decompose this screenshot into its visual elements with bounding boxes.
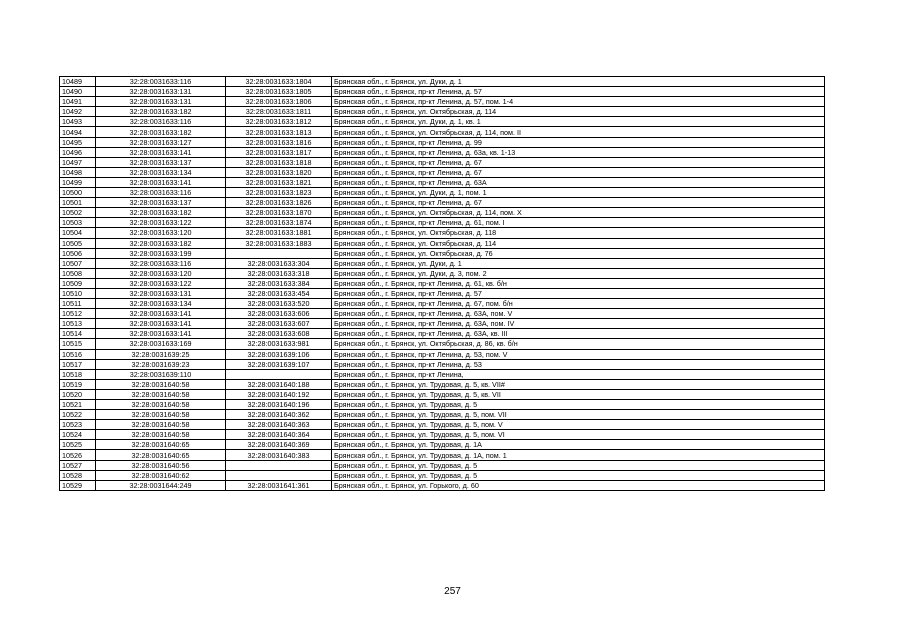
parcel-number-cell: 32:28:0031633:141 [96,319,226,329]
address-cell: Брянская обл., г. Брянск, ул. Октябрьская, д. 114 [332,107,825,117]
parcel-number-cell: 32:28:0031640:58 [96,410,226,420]
address-cell: Брянская обл., г. Брянск, пр-кт Ленина, д. 63А, пом. IV [332,319,825,329]
address-cell: Брянская обл., г. Брянск, ул. Трудовая, д. 5, пом. VII [332,410,825,420]
row-number-cell: 10500 [60,188,96,198]
table-row [60,127,825,137]
parcel-number-cell: 32:28:0031640:62 [96,470,226,480]
object-number-cell: 32:28:0031633:454 [226,288,332,298]
table-row [60,87,825,97]
row-number-cell: 10522 [60,410,96,420]
table-row [60,107,825,117]
address-cell: Брянская обл., г. Брянск, ул. Трудовая, д. 5 [332,470,825,480]
row-number-cell: 10498 [60,167,96,177]
row-number-cell: 10512 [60,309,96,319]
parcel-number-cell: 32:28:0031640:58 [96,430,226,440]
object-number-cell: 32:28:0031639:107 [226,359,332,369]
object-number-cell: 32:28:0031633:520 [226,299,332,309]
object-number-cell [226,369,332,379]
row-number-cell: 10506 [60,248,96,258]
address-cell: Брянская обл., г. Брянск, пр-кт Ленина, д. 67, пом. б/н [332,299,825,309]
object-number-cell: 32:28:0031633:1823 [226,188,332,198]
parcel-number-cell: 32:28:0031640:58 [96,389,226,399]
parcel-number-cell: 32:28:0031633:141 [96,177,226,187]
row-number-cell: 10515 [60,339,96,349]
row-number-cell: 10524 [60,430,96,440]
row-number-cell: 10529 [60,480,96,490]
table-row [60,97,825,107]
table-row [60,77,825,87]
object-number-cell: 32:28:0031633:1870 [226,208,332,218]
row-number-cell: 10527 [60,460,96,470]
object-number-cell [226,470,332,480]
address-cell: Брянская обл., г. Брянск, ул. Трудовая, д. 5, кв. VII# [332,379,825,389]
table-row [60,309,825,319]
parcel-number-cell: 32:28:0031640:58 [96,400,226,410]
object-number-cell: 32:28:0031633:384 [226,278,332,288]
object-number-cell: 32:28:0031640:363 [226,420,332,430]
address-cell: Брянская обл., г. Брянск, пр-кт Ленина, д. 57, пом. 1-4 [332,97,825,107]
parcel-number-cell: 32:28:0031640:65 [96,440,226,450]
table-row [60,359,825,369]
object-number-cell [226,248,332,258]
object-number-cell: 32:28:0031633:1806 [226,97,332,107]
table-row [60,480,825,490]
table-row [60,218,825,228]
parcel-number-cell: 32:28:0031633:116 [96,258,226,268]
object-number-cell: 32:28:0031633:1813 [226,127,332,137]
object-number-cell: 32:28:0031640:196 [226,400,332,410]
object-number-cell [226,460,332,470]
parcel-number-cell: 32:28:0031633:182 [96,127,226,137]
object-number-cell: 32:28:0031640:369 [226,440,332,450]
object-number-cell: 32:28:0031633:318 [226,268,332,278]
object-number-cell: 32:28:0031633:1804 [226,77,332,87]
address-cell: Брянская обл., г. Брянск, ул. Октябрьская, д. 76 [332,248,825,258]
address-cell: Брянская обл., г. Брянск, ул. Дуки, д. 1, кв. 1 [332,117,825,127]
table-row [60,208,825,218]
parcel-number-cell: 32:28:0031633:116 [96,188,226,198]
address-cell: Брянская обл., г. Брянск, пр-кт Ленина, д. 99 [332,137,825,147]
row-number-cell: 10514 [60,329,96,339]
address-cell: Брянская обл., г. Брянск, пр-кт Ленина, д. 67 [332,167,825,177]
row-number-cell: 10491 [60,97,96,107]
parcel-number-cell: 32:28:0031633:199 [96,248,226,258]
parcel-number-cell: 32:28:0031639:110 [96,369,226,379]
row-number-cell: 10518 [60,369,96,379]
table-row [60,440,825,450]
object-number-cell: 32:28:0031633:1881 [226,228,332,238]
object-number-cell: 32:28:0031633:1820 [226,167,332,177]
address-cell: Брянская обл., г. Брянск, ул. Октябрьская, д. 118 [332,228,825,238]
parcel-number-cell: 32:28:0031633:131 [96,87,226,97]
table-row [60,137,825,147]
object-number-cell: 32:28:0031633:304 [226,258,332,268]
parcel-number-cell: 32:28:0031633:182 [96,208,226,218]
row-number-cell: 10497 [60,157,96,167]
row-number-cell: 10511 [60,299,96,309]
table-row [60,369,825,379]
table-row [60,167,825,177]
address-cell: Брянская обл., г. Брянск, пр-кт Ленина, д. 63А, кв. III [332,329,825,339]
table-row [60,470,825,480]
object-number-cell: 32:28:0031633:1826 [226,198,332,208]
table-row [60,177,825,187]
row-number-cell: 10517 [60,359,96,369]
table-row [60,278,825,288]
table-row [60,117,825,127]
address-cell: Брянская обл., г. Брянск, ул. Октябрьская, д. 114, пом. X [332,208,825,218]
object-number-cell: 32:28:0031633:1816 [226,137,332,147]
address-cell: Брянская обл., г. Брянск, ул. Дуки, д. 3, пом. 2 [332,268,825,278]
registry-table [59,76,825,491]
row-number-cell: 10501 [60,198,96,208]
parcel-number-cell: 32:28:0031640:58 [96,379,226,389]
row-number-cell: 10509 [60,278,96,288]
parcel-number-cell: 32:28:0031633:116 [96,77,226,87]
row-number-cell: 10502 [60,208,96,218]
table-row [60,410,825,420]
table-row [60,268,825,278]
row-number-cell: 10494 [60,127,96,137]
address-cell: Брянская обл., г. Брянск, пр-кт Ленина, д. 57 [332,87,825,97]
parcel-number-cell: 32:28:0031633:137 [96,157,226,167]
address-cell: Брянская обл., г. Брянск, ул. Трудовая, д. 5, пом. VI [332,430,825,440]
address-cell: Брянская обл., г. Брянск, ул. Дуки, д. 1 [332,77,825,87]
object-number-cell: 32:28:0031633:1817 [226,147,332,157]
table-row [60,157,825,167]
table-row [60,238,825,248]
row-number-cell: 10523 [60,420,96,430]
address-cell: Брянская обл., г. Брянск, пр-кт Ленина, д. 63а, кв. 1-13 [332,147,825,157]
parcel-number-cell: 32:28:0031633:134 [96,299,226,309]
parcel-number-cell: 32:28:0031633:169 [96,339,226,349]
row-number-cell: 10525 [60,440,96,450]
row-number-cell: 10495 [60,137,96,147]
object-number-cell: 32:28:0031641:361 [226,480,332,490]
address-cell: Брянская обл., г. Брянск, пр-кт Ленина, д. 63А [332,177,825,187]
address-cell: Брянская обл., г. Брянск, пр-кт Ленина, д. 61, кв. б/н [332,278,825,288]
address-cell: Брянская обл., г. Брянск, пр-кт Ленина, д. 53, пом. V [332,349,825,359]
row-number-cell: 10504 [60,228,96,238]
row-number-cell: 10507 [60,258,96,268]
row-number-cell: 10528 [60,470,96,480]
address-cell: Брянская обл., г. Брянск, ул. Октябрьская, д. 86, кв. б/н [332,339,825,349]
table-row [60,319,825,329]
table-row [60,288,825,298]
address-cell: Брянская обл., г. Брянск, ул. Дуки, д. 1 [332,258,825,268]
address-cell: Брянская обл., г. Брянск, ул. Трудовая, д. 5 [332,400,825,410]
parcel-number-cell: 32:28:0031633:141 [96,329,226,339]
parcel-number-cell: 32:28:0031633:131 [96,288,226,298]
parcel-number-cell: 32:28:0031644:249 [96,480,226,490]
address-cell: Брянская обл., г. Брянск, ул. Октябрьская, д. 114 [332,238,825,248]
object-number-cell: 32:28:0031633:1805 [226,87,332,97]
row-number-cell: 10499 [60,177,96,187]
object-number-cell: 32:28:0031633:606 [226,309,332,319]
parcel-number-cell: 32:28:0031633:182 [96,238,226,248]
table-row [60,299,825,309]
parcel-number-cell: 32:28:0031640:58 [96,420,226,430]
table-row [60,339,825,349]
object-number-cell: 32:28:0031640:383 [226,450,332,460]
address-cell: Брянская обл., г. Брянск, ул. Трудовая, д. 5, кв. VII [332,389,825,399]
address-cell: Брянская обл., г. Брянск, ул. Горького, д. 60 [332,480,825,490]
address-cell: Брянская обл., г. Брянск, пр-кт Ленина, д. 63А, пом. V [332,309,825,319]
table-row [60,430,825,440]
table-row [60,349,825,359]
parcel-number-cell: 32:28:0031633:120 [96,268,226,278]
address-cell: Брянская обл., г. Брянск, пр-кт Ленина, [332,369,825,379]
object-number-cell: 32:28:0031640:192 [226,389,332,399]
row-number-cell: 10520 [60,389,96,399]
table-row [60,450,825,460]
parcel-number-cell: 32:28:0031633:141 [96,309,226,319]
address-cell: Брянская обл., г. Брянск, пр-кт Ленина, д. 67 [332,198,825,208]
parcel-number-cell: 32:28:0031640:56 [96,460,226,470]
object-number-cell: 32:28:0031639:106 [226,349,332,359]
address-cell: Брянская обл., г. Брянск, пр-кт Ленина, д. 53 [332,359,825,369]
row-number-cell: 10492 [60,107,96,117]
parcel-number-cell: 32:28:0031633:122 [96,278,226,288]
object-number-cell: 32:28:0031640:364 [226,430,332,440]
table-row [60,329,825,339]
object-number-cell: 32:28:0031640:362 [226,410,332,420]
table-row [60,389,825,399]
object-number-cell: 32:28:0031633:1812 [226,117,332,127]
table-row [60,228,825,238]
address-cell: Брянская обл., г. Брянск, пр-кт Ленина, д. 61, пом. I [332,218,825,228]
table-row [60,188,825,198]
parcel-number-cell: 32:28:0031633:122 [96,218,226,228]
object-number-cell: 32:28:0031633:608 [226,329,332,339]
row-number-cell: 10526 [60,450,96,460]
parcel-number-cell: 32:28:0031633:120 [96,228,226,238]
address-cell: Брянская обл., г. Брянск, пр-кт Ленина, д. 67 [332,157,825,167]
parcel-number-cell: 32:28:0031633:182 [96,107,226,117]
row-number-cell: 10521 [60,400,96,410]
row-number-cell: 10510 [60,288,96,298]
object-number-cell: 32:28:0031633:981 [226,339,332,349]
table-row [60,248,825,258]
parcel-number-cell: 32:28:0031640:65 [96,450,226,460]
table-row [60,460,825,470]
object-number-cell: 32:28:0031640:188 [226,379,332,389]
parcel-number-cell: 32:28:0031633:116 [96,117,226,127]
object-number-cell: 32:28:0031633:607 [226,319,332,329]
address-cell: Брянская обл., г. Брянск, ул. Трудовая, д. 1А [332,440,825,450]
registry-table-body [60,77,825,491]
row-number-cell: 10496 [60,147,96,157]
row-number-cell: 10519 [60,379,96,389]
row-number-cell: 10493 [60,117,96,127]
table-row [60,258,825,268]
parcel-number-cell: 32:28:0031633:131 [96,97,226,107]
row-number-cell: 10505 [60,238,96,248]
object-number-cell: 32:28:0031633:1874 [226,218,332,228]
row-number-cell: 10489 [60,77,96,87]
table-row [60,379,825,389]
table-row [60,400,825,410]
parcel-number-cell: 32:28:0031633:141 [96,147,226,157]
row-number-cell: 10513 [60,319,96,329]
parcel-number-cell: 32:28:0031639:23 [96,359,226,369]
row-number-cell: 10490 [60,87,96,97]
parcel-number-cell: 32:28:0031633:137 [96,198,226,208]
row-number-cell: 10516 [60,349,96,359]
address-cell: Брянская обл., г. Брянск, ул. Трудовая, д. 5 [332,460,825,470]
address-cell: Брянская обл., г. Брянск, ул. Трудовая, д. 5, пом. V [332,420,825,430]
table-row [60,198,825,208]
table-row [60,147,825,157]
page-number: 257 [444,586,461,597]
parcel-number-cell: 32:28:0031639:25 [96,349,226,359]
row-number-cell: 10503 [60,218,96,228]
address-cell: Брянская обл., г. Брянск, ул. Дуки, д. 1, пом. 1 [332,188,825,198]
object-number-cell: 32:28:0031633:1811 [226,107,332,117]
object-number-cell: 32:28:0031633:1883 [226,238,332,248]
parcel-number-cell: 32:28:0031633:127 [96,137,226,147]
object-number-cell: 32:28:0031633:1818 [226,157,332,167]
parcel-number-cell: 32:28:0031633:134 [96,167,226,177]
address-cell: Брянская обл., г. Брянск, ул. Трудовая, д. 1А, пом. 1 [332,450,825,460]
row-number-cell: 10508 [60,268,96,278]
address-cell: Брянская обл., г. Брянск, пр-кт Ленина, д. 57 [332,288,825,298]
address-cell: Брянская обл., г. Брянск, ул. Октябрьская, д. 114, пом. II [332,127,825,137]
object-number-cell: 32:28:0031633:1821 [226,177,332,187]
table-row [60,420,825,430]
